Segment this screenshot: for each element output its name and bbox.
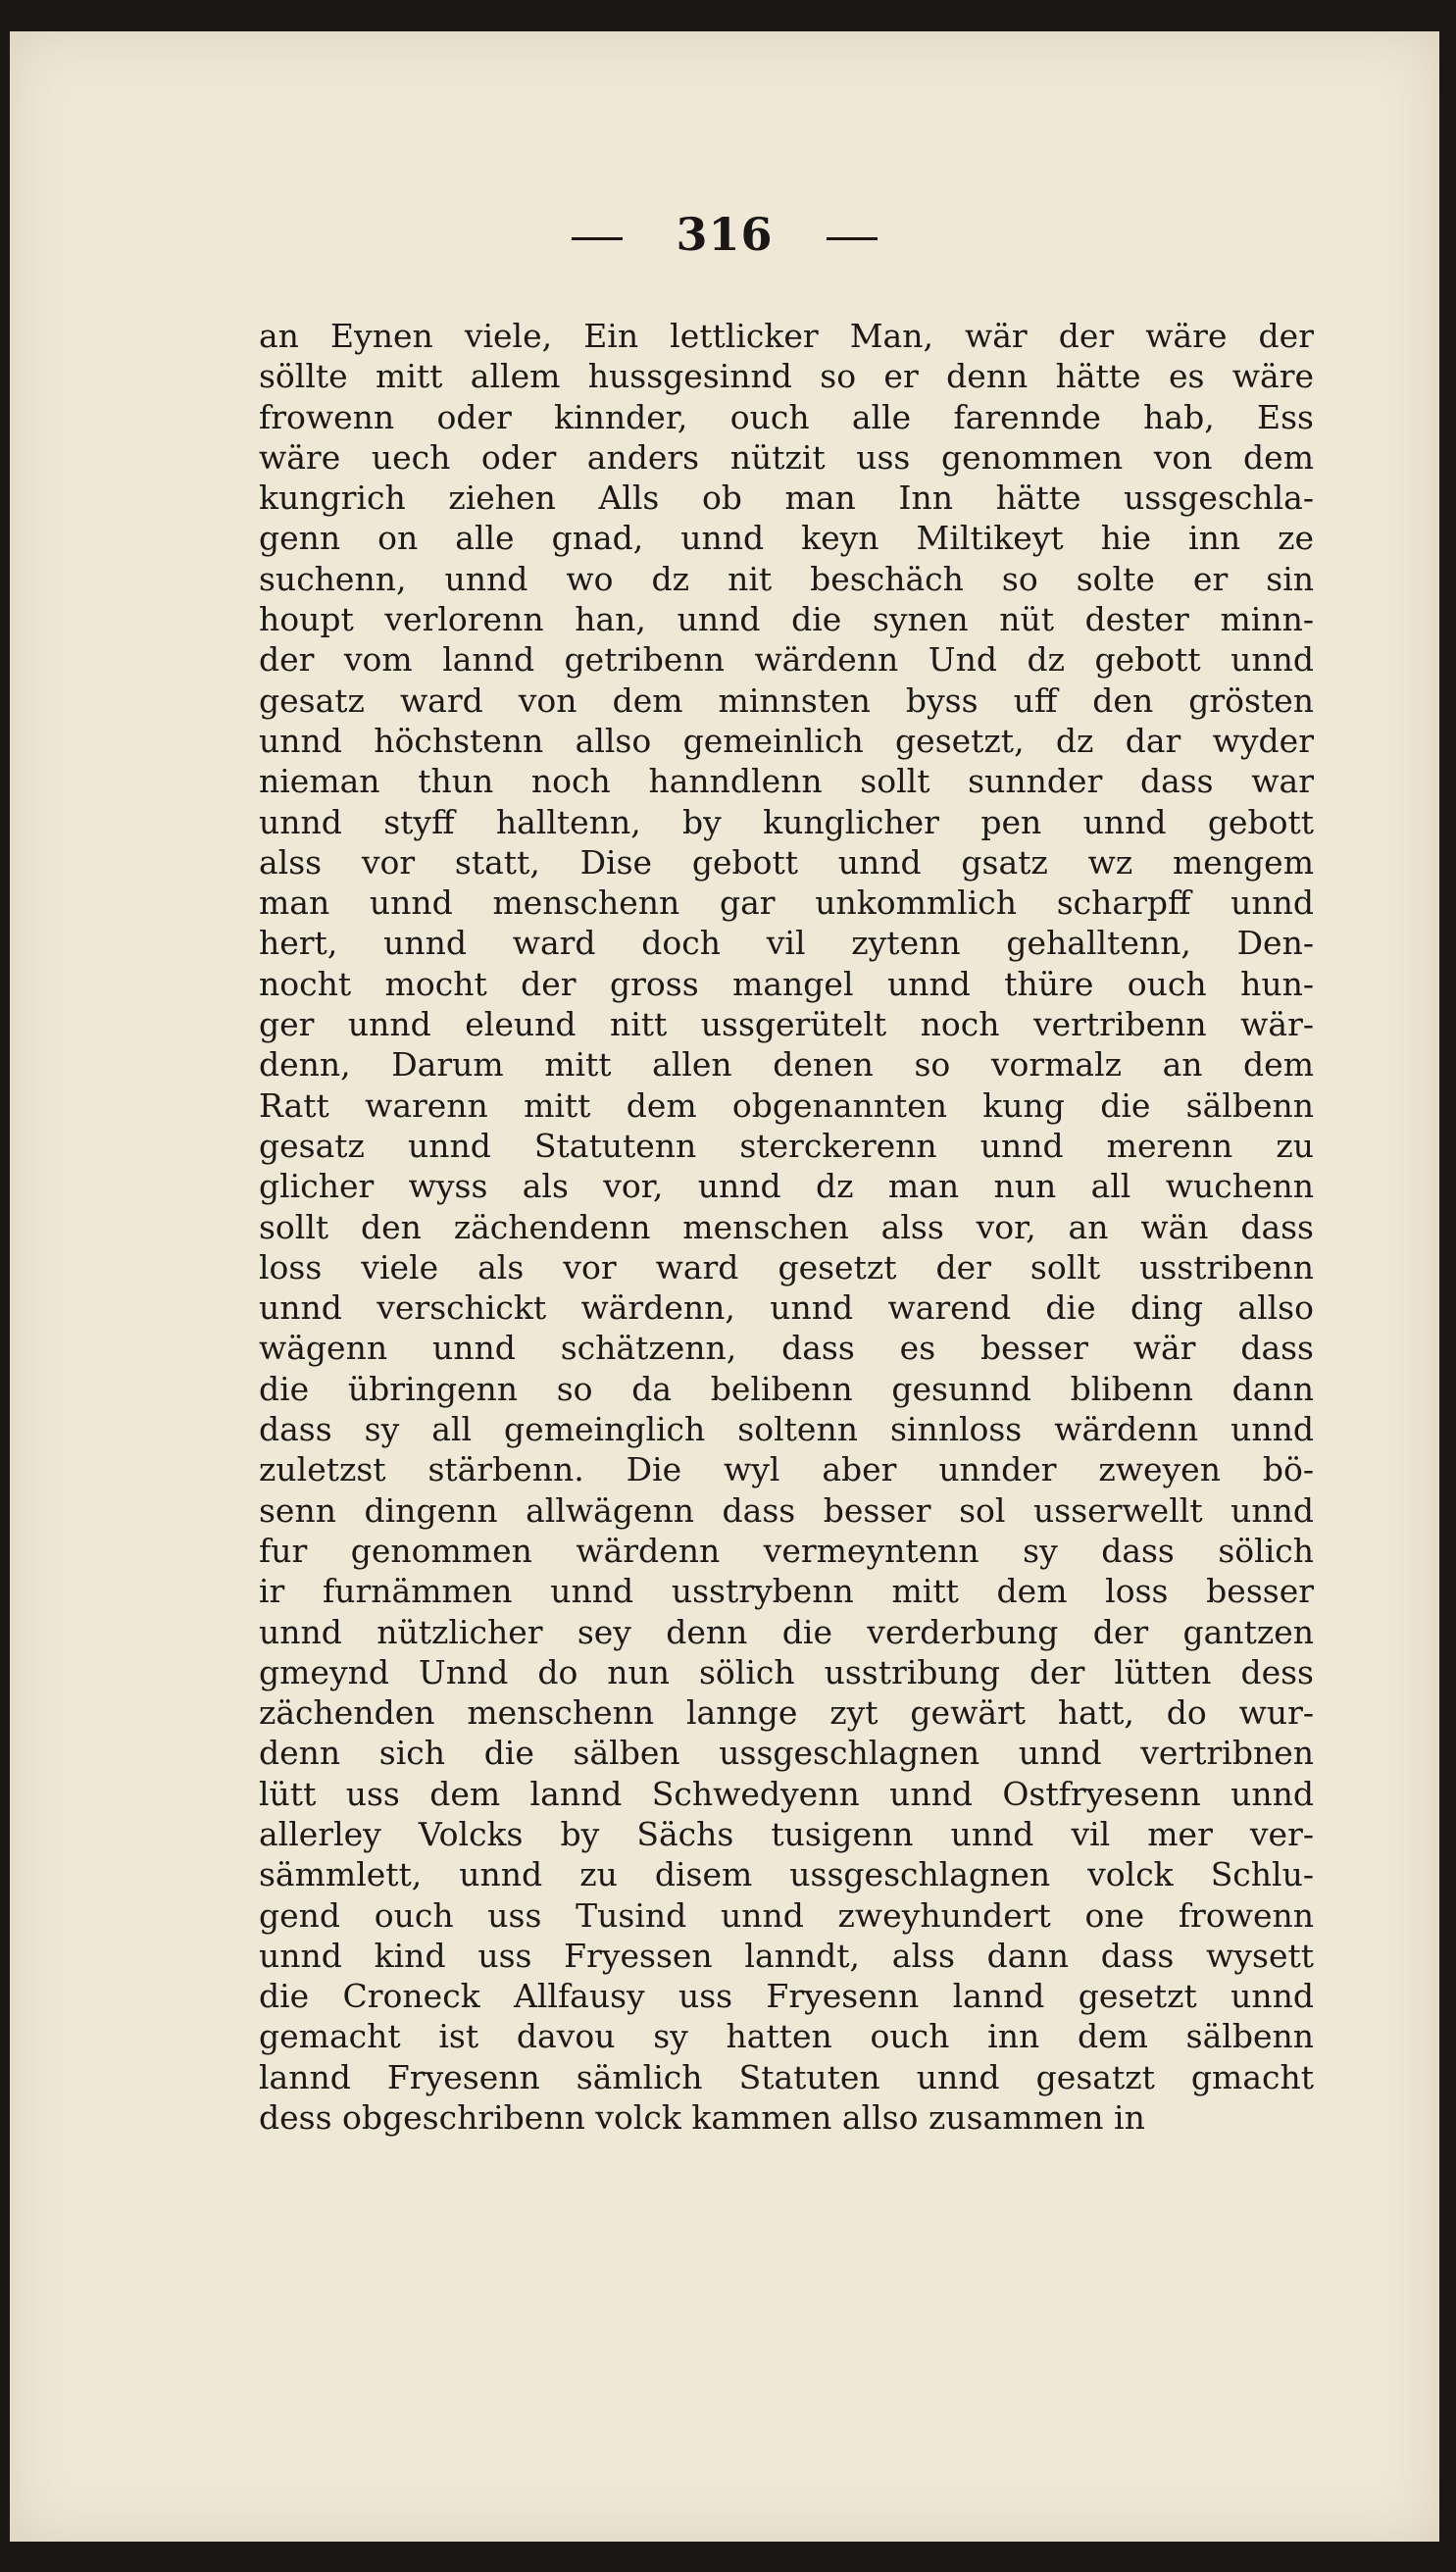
text-line: hert, unnd ward doch vil zytenn gehalltenn, Den- <box>259 924 1314 963</box>
text-line: senn dingenn allwägenn dass besser sol usserwellt unnd <box>259 1490 1314 1530</box>
text-line: nieman thun noch hanndlenn sollt sunnder dass war <box>259 762 1314 801</box>
page-number: 316 <box>676 208 774 261</box>
text-line: glicher wyss als vor, unnd dz man nun all wuchenn <box>259 1167 1314 1206</box>
text-line: zächenden menschenn lannge zyt gewärt hatt, do wur- <box>259 1693 1314 1733</box>
text-line: houpt verlorenn han, unnd die synen nüt dester minn- <box>259 600 1314 639</box>
book-page <box>10 31 1439 2542</box>
text-line: frowenn oder kinnder, ouch alle farennde hab, Ess <box>259 397 1314 436</box>
text-line: unnd kind uss Fryessen lanndt, alss dann dass wysett <box>259 1936 1314 1975</box>
text-line: Ratt warenn mitt dem obgenannten kung die sälbenn <box>259 1085 1314 1125</box>
text-line: gmeynd Unnd do nun sölich usstribung der lütten dess <box>259 1652 1314 1691</box>
text-line: ir furnämmen unnd usstrybenn mitt dem loss besser <box>259 1572 1314 1611</box>
text-line: gend ouch uss Tusind unnd zweyhundert one frowenn <box>259 1895 1314 1935</box>
text-line: man unnd menschenn gar unkommlich scharpff unnd <box>259 883 1314 923</box>
text-line: lannd Fryesenn sämlich Statuten unnd gesatzt gmacht <box>259 2057 1314 2096</box>
text-line: genn on alle gnad, unnd keyn Miltikeyt hie inn ze <box>259 519 1314 558</box>
text-line: an Eynen viele, Ein lettlicker Man, wär der wäre der <box>259 317 1314 355</box>
text-line: ger unnd eleund nitt ussgerütelt noch vertribenn wär- <box>259 1005 1314 1044</box>
text-line: allerley Volcks by Sächs tusigenn unnd vil mer ver- <box>259 1814 1314 1853</box>
text-line: kungrich ziehen Alls ob man Inn hätte ussgeschla- <box>259 479 1314 518</box>
body-text <box>259 316 1314 2138</box>
text-line: wäre uech oder anders nützit uss genommen von dem <box>259 437 1314 477</box>
text-line: unnd styff halltenn, by kunglicher pen unnd gebott <box>259 802 1314 841</box>
text-line: fur genommen wärdenn vermeyntenn sy dass sölich <box>259 1531 1314 1570</box>
text-line: unnd verschickt wärdenn, unnd warend die ding allso <box>259 1288 1314 1328</box>
text-line: unnd nützlicher sey denn die verderbung der gantzen <box>259 1612 1314 1651</box>
text-line: sämmlett, unnd zu disem ussgeschlagnen volck Schlu- <box>259 1855 1314 1894</box>
text-line: gesatz ward von dem minnsten byss uff den grösten <box>259 681 1314 720</box>
text-line: alss vor statt, Dise gebott unnd gsatz wz mengem <box>259 842 1314 882</box>
text-line: denn sich die sälben ussgeschlagnen unnd vertribnen <box>259 1734 1314 1773</box>
page-header <box>10 208 1439 261</box>
text-line: die Croneck Allfausy uss Fryesenn lannd gesetzt unnd <box>259 1977 1314 2016</box>
text-line: loss viele als vor ward gesetzt der sollt usstribenn <box>259 1247 1314 1286</box>
header-dash-left <box>572 237 623 240</box>
text-line: sollt den zächendenn menschen alss vor, an wän dass <box>259 1207 1314 1246</box>
text-line: dass sy all gemeinglich soltenn sinnloss wärdenn unnd <box>259 1410 1314 1449</box>
header-dash-right <box>827 237 878 240</box>
text-line: wägenn unnd schätzenn, dass es besser wär dass <box>259 1329 1314 1368</box>
text-line: gemacht ist davou sy hatten ouch inn dem sälbenn <box>259 2017 1314 2056</box>
text-line: zuletzst stärbenn. Die wyl aber unnder zweyen bö- <box>259 1450 1314 1489</box>
text-line: der vom lannd getribenn wärdenn Und dz gebott unnd <box>259 640 1314 680</box>
text-line: lütt uss dem lannd Schwedyenn unnd Ostfryesenn unnd <box>259 1774 1314 1813</box>
text-line: unnd höchstenn allso gemeinlich gesetzt, dz dar wyder <box>259 721 1314 760</box>
text-line: gesatz unnd Statutenn sterckerenn unnd merenn zu <box>259 1126 1314 1165</box>
text-line: suchenn, unnd wo dz nit beschäch so solte er sin <box>259 559 1314 598</box>
text-line: nocht mocht der gross mangel unnd thüre ouch hun- <box>259 964 1314 1003</box>
text-line: denn, Darum mitt allen denen so vormalz an dem <box>259 1045 1314 1084</box>
text-line: söllte mitt allem hussgesinnd so er denn hätte es wäre <box>259 357 1314 396</box>
text-line: dess obgeschribenn volck kammen allso zusammen in <box>259 2098 1145 2138</box>
text-line: die übringenn so da belibenn gesunnd blibenn dann <box>259 1369 1314 1408</box>
